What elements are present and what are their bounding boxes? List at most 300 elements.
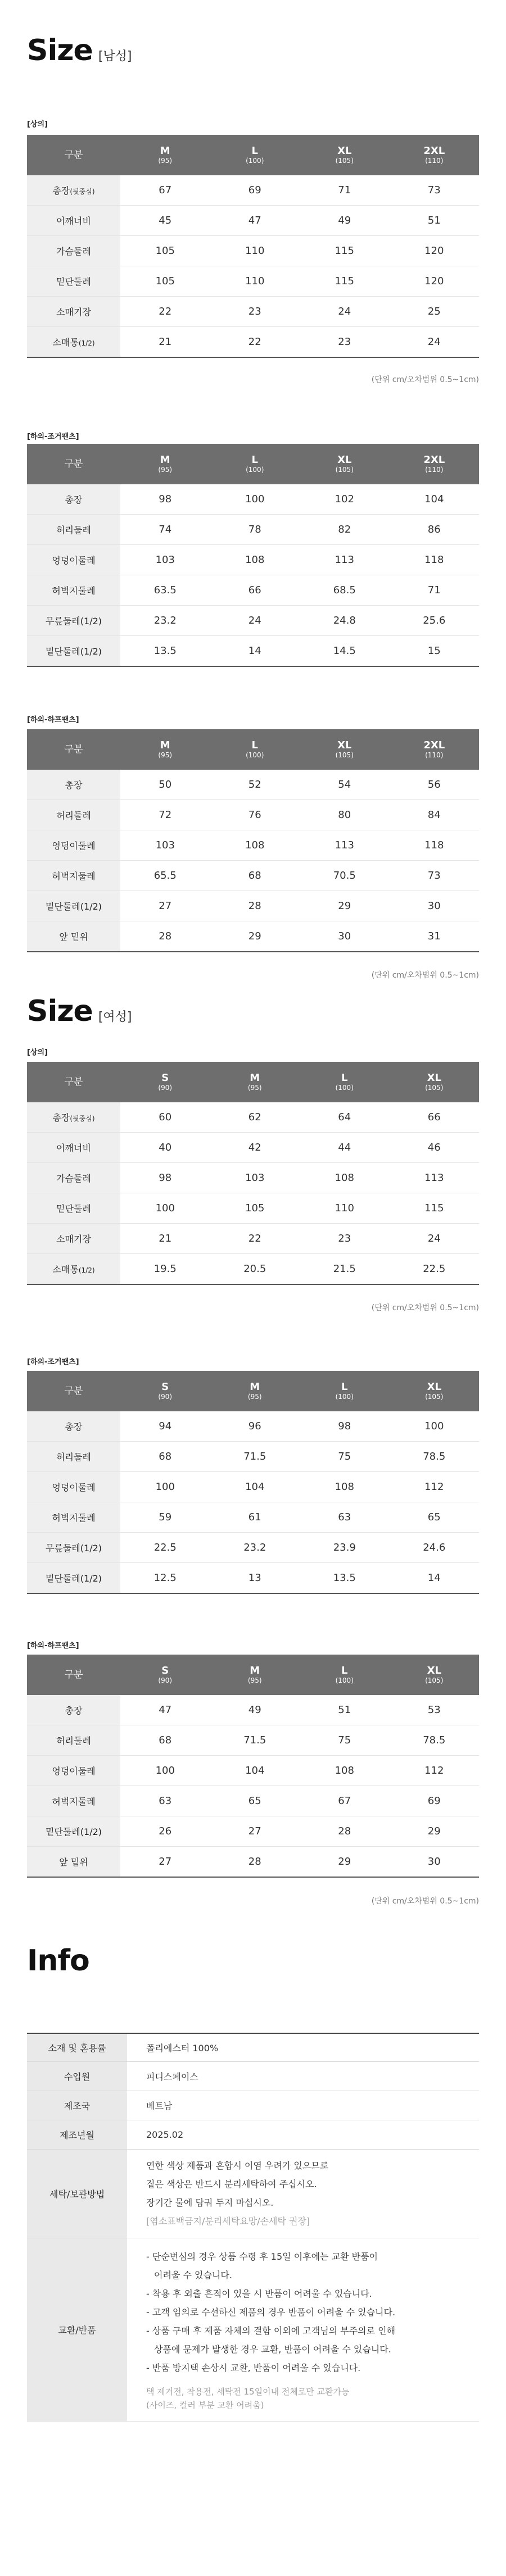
size-number: (110) [425, 466, 444, 474]
size-header [210, 135, 300, 175]
care-note: [염소표백금지/분리세탁요망/손세탁 권장] [146, 2216, 310, 2227]
men-jogger-label: [하의-조거팬츠] [27, 433, 79, 441]
measure-value: 24 [210, 606, 300, 636]
exchange-item-text: - 고객 임의로 수선하신 제품의 경우 반품이 어려울 수 있습니다. [146, 2306, 396, 2318]
material-key: 소재 및 혼용률 [27, 2033, 127, 2061]
size-header [210, 1371, 300, 1411]
measure-suffix: (1/2) [78, 339, 95, 347]
info-title: Info [27, 1944, 89, 1978]
table-row [27, 206, 479, 236]
measure-name: 어깨너비 [56, 216, 91, 226]
measure-value: 23.2 [210, 1533, 300, 1563]
measure-value: 23 [300, 327, 390, 358]
table-row [27, 1533, 479, 1563]
size-code: XL [427, 1071, 441, 1084]
measure-value: 96 [210, 1411, 300, 1442]
category-header: 구분 [27, 1655, 120, 1695]
measure-name: 소매기장 [56, 1234, 91, 1244]
women-top-table [27, 1062, 479, 1285]
size-header-row [27, 135, 479, 175]
size-header [390, 135, 480, 175]
measure-value: 71.5 [210, 1442, 300, 1472]
measure-value: 28 [210, 891, 300, 921]
measure-label [27, 545, 120, 575]
size-number: (95) [247, 1084, 262, 1092]
size-header [300, 1062, 390, 1102]
measure-value: 108 [210, 830, 300, 861]
size-number: (95) [247, 1677, 262, 1685]
measure-label [27, 327, 120, 358]
measure-value: 27 [120, 1847, 210, 1878]
size-number: (100) [246, 157, 264, 165]
size-number: (95) [158, 466, 173, 474]
measure-value: 120 [390, 266, 480, 297]
measure-name: 총장 [65, 494, 83, 505]
table-row [27, 861, 479, 891]
men-top-table [27, 135, 479, 358]
size-header-row [27, 444, 479, 484]
measure-value: 74 [120, 515, 210, 545]
size-code: L [341, 1071, 348, 1084]
measure-value: 108 [300, 1756, 390, 1786]
measure-value: 47 [120, 1695, 210, 1725]
measure-value: 27 [120, 891, 210, 921]
measure-value: 115 [300, 266, 390, 297]
measure-value: 51 [300, 1695, 390, 1725]
measure-value: 42 [210, 1133, 300, 1163]
exchange-item-text: 어려울 수 있습니다. [154, 2269, 232, 2280]
measure-value: 108 [210, 545, 300, 575]
measure-value: 66 [210, 575, 300, 606]
measure-value: 68 [120, 1725, 210, 1756]
measure-value: 25 [390, 297, 480, 327]
size-number: (105) [335, 466, 354, 474]
date-value: 2025.02 [127, 2120, 479, 2149]
size-code: M [250, 1380, 260, 1393]
measure-value: 46 [390, 1133, 480, 1163]
size-header [300, 135, 390, 175]
table-row [27, 236, 479, 266]
measure-value: 28 [120, 921, 210, 952]
measure-value: 28 [210, 1847, 300, 1878]
measure-value: 100 [210, 484, 300, 515]
table-row [27, 800, 479, 830]
measure-value: 21 [120, 1224, 210, 1254]
size-code: L [341, 1664, 348, 1677]
size-code: XL [337, 453, 352, 466]
measure-label [27, 1254, 120, 1285]
size-code: L [251, 453, 258, 466]
size-number: (100) [246, 751, 264, 760]
measure-label [27, 1502, 120, 1533]
measure-value: 84 [390, 800, 480, 830]
measure-label [27, 606, 120, 636]
measure-value: 23 [300, 1224, 390, 1254]
measure-value: 104 [210, 1472, 300, 1502]
measure-value: 21.5 [300, 1254, 390, 1285]
measure-value: 47 [210, 206, 300, 236]
measure-label [27, 1533, 120, 1563]
measure-value: 69 [390, 1786, 480, 1816]
size-code: XL [337, 739, 352, 751]
size-header [210, 1655, 300, 1695]
info-heading [27, 1944, 89, 1978]
measure-value: 78.5 [390, 1442, 480, 1472]
measure-name: 허벅지둘레 [52, 871, 96, 882]
size-header [300, 729, 390, 770]
table-row [27, 327, 479, 358]
size-header [210, 729, 300, 770]
size-number: (90) [158, 1677, 173, 1685]
measure-label [27, 236, 120, 266]
size-number: (100) [335, 1084, 354, 1092]
measure-value: 13.5 [300, 1563, 390, 1594]
measure-name: 밑단둘레(1/2) [45, 1827, 102, 1837]
measure-value: 100 [120, 1193, 210, 1224]
measure-value: 75 [300, 1442, 390, 1472]
measure-label [27, 1193, 120, 1224]
measure-value: 98 [300, 1411, 390, 1442]
women-half-unit: (단위 cm/오차범위 0.5~1cm) [371, 1897, 479, 1906]
table-row [27, 830, 479, 861]
women-jogger-label: [하의-조거팬츠] [27, 1358, 79, 1366]
table-row [27, 1163, 479, 1193]
size-code: M [250, 1071, 260, 1084]
measure-name: 총장 [65, 780, 83, 790]
measure-name: 허리둘레 [56, 810, 91, 821]
measure-name: 엉덩이둘레 [52, 1766, 96, 1777]
measure-label [27, 1442, 120, 1472]
measure-value: 71.5 [210, 1725, 300, 1756]
measure-value: 98 [120, 1163, 210, 1193]
measure-label [27, 206, 120, 236]
measure-value: 62 [210, 1102, 300, 1133]
info-row-care [27, 2149, 479, 2238]
measure-label [27, 636, 120, 667]
measure-value: 103 [120, 830, 210, 861]
table-row [27, 484, 479, 515]
size-number: (105) [425, 1084, 444, 1092]
measure-suffix: (1/2) [78, 1266, 95, 1274]
size-code: 2XL [423, 144, 445, 157]
measure-name: 허벅지둘레 [52, 1796, 96, 1807]
measure-value: 24 [390, 327, 480, 358]
measure-value: 49 [210, 1695, 300, 1725]
info-row-material [27, 2033, 479, 2061]
measure-label [27, 1102, 120, 1133]
women-half-table [27, 1655, 479, 1878]
measure-label [27, 1725, 120, 1756]
measure-value: 66 [390, 1102, 480, 1133]
exchange-note-line: (사이즈, 컬러 부분 교환 어려움) [146, 2400, 264, 2410]
measure-value: 14 [390, 1563, 480, 1594]
measure-value: 22 [210, 327, 300, 358]
size-number: (90) [158, 1084, 173, 1092]
measure-value: 70.5 [300, 861, 390, 891]
date-key: 제조년월 [27, 2120, 127, 2149]
measure-label [27, 800, 120, 830]
measure-label [27, 1472, 120, 1502]
measure-name: 총장 [65, 1705, 83, 1716]
info-row-exchange [27, 2238, 479, 2421]
size-header [120, 729, 210, 770]
measure-name: 어깨너비 [56, 1143, 91, 1153]
measure-value: 12.5 [120, 1563, 210, 1594]
size-header [120, 1371, 210, 1411]
measure-value: 52 [210, 770, 300, 800]
measure-name: 밑단둘레 [56, 1203, 91, 1214]
measure-value: 64 [300, 1102, 390, 1133]
measure-label [27, 1847, 120, 1878]
size-header-row [27, 729, 479, 770]
care-value [127, 2149, 479, 2238]
measure-name: 허리둘레 [56, 525, 91, 535]
measure-name: 앞 밑위 [59, 1857, 88, 1868]
size-code: 2XL [423, 739, 445, 751]
measure-label [27, 1786, 120, 1816]
men-jogger-table [27, 444, 479, 667]
measure-value: 21 [120, 327, 210, 358]
measure-value: 29 [390, 1816, 480, 1847]
info-table [27, 2033, 479, 2421]
measure-value: 24 [300, 297, 390, 327]
size-code: M [160, 453, 170, 466]
measure-value: 56 [390, 770, 480, 800]
measure-value: 110 [210, 266, 300, 297]
measure-value: 78 [210, 515, 300, 545]
measure-name: 총장 [65, 1421, 83, 1432]
exchange-item [146, 2284, 478, 2303]
measure-label [27, 1563, 120, 1594]
measure-value: 60 [120, 1102, 210, 1133]
size-number: (110) [425, 157, 444, 165]
measure-value: 105 [120, 266, 210, 297]
measure-value: 71 [300, 175, 390, 206]
measure-value: 63 [300, 1502, 390, 1533]
measure-value: 53 [390, 1695, 480, 1725]
category-header: 구분 [27, 135, 120, 175]
size-number: (110) [425, 751, 444, 760]
measure-name: 소매통 [52, 337, 79, 348]
men-size-subtitle: [남성] [98, 49, 132, 63]
size-header [120, 1655, 210, 1695]
measure-value: 115 [390, 1193, 480, 1224]
men-half-table [27, 729, 479, 952]
measure-value: 54 [300, 770, 390, 800]
measure-value: 49 [300, 206, 390, 236]
measure-value: 69 [210, 175, 300, 206]
exchange-item [146, 2359, 478, 2377]
table-row [27, 1502, 479, 1533]
table-row [27, 1816, 479, 1847]
measure-value: 22.5 [120, 1533, 210, 1563]
men-half-unit: (단위 cm/오차범위 0.5~1cm) [371, 971, 479, 980]
measure-value: 29 [210, 921, 300, 952]
measure-name: 엉덩이둘레 [52, 1482, 96, 1493]
measure-value: 14 [210, 636, 300, 667]
measure-value: 78.5 [390, 1725, 480, 1756]
measure-value: 13 [210, 1563, 300, 1594]
exchange-note [146, 2385, 478, 2412]
measure-name: 무릎둘레(1/2) [45, 1543, 102, 1553]
size-header [390, 1655, 480, 1695]
table-row [27, 1786, 479, 1816]
measure-value: 20.5 [210, 1254, 300, 1285]
measure-label [27, 484, 120, 515]
exchange-item [146, 2247, 478, 2284]
exchange-item-text: - 착용 후 외출 흔적이 있을 시 반품이 어려울 수 있습니다. [146, 2288, 372, 2299]
measure-value: 113 [390, 1163, 480, 1193]
exchange-item-text: - 반품 방지택 손상시 교환, 반품이 어려울 수 있습니다. [146, 2362, 361, 2373]
measure-value: 51 [390, 206, 480, 236]
measure-value: 28 [300, 1816, 390, 1847]
measure-value: 75 [300, 1725, 390, 1756]
measure-value: 22 [210, 1224, 300, 1254]
table-row [27, 1563, 479, 1594]
measure-value: 26 [120, 1816, 210, 1847]
measure-label [27, 175, 120, 206]
exchange-list [146, 2247, 478, 2377]
measure-name: 가슴둘레 [56, 246, 91, 257]
measure-value: 72 [120, 800, 210, 830]
measure-label [27, 1816, 120, 1847]
size-number: (95) [247, 1393, 262, 1401]
table-row [27, 1193, 479, 1224]
table-row [27, 297, 479, 327]
measure-value: 19.5 [120, 1254, 210, 1285]
origin-value: 베트남 [127, 2091, 479, 2120]
measure-value: 63.5 [120, 575, 210, 606]
table-row [27, 921, 479, 952]
measure-value: 15 [390, 636, 480, 667]
size-header-row [27, 1062, 479, 1102]
women-jogger-table [27, 1371, 479, 1594]
measure-name: 밑단둘레 [56, 276, 91, 287]
measure-label [27, 575, 120, 606]
women-size-subtitle: [여성] [98, 1010, 132, 1024]
care-line: 짙은 색상은 반드시 분리세탁하여 주십시오. [146, 2179, 317, 2189]
measure-label [27, 770, 120, 800]
measure-value: 68.5 [300, 575, 390, 606]
measure-label [27, 515, 120, 545]
size-number: (105) [425, 1393, 444, 1401]
measure-value: 112 [390, 1472, 480, 1502]
measure-value: 108 [300, 1472, 390, 1502]
measure-value: 100 [120, 1472, 210, 1502]
measure-value: 27 [210, 1816, 300, 1847]
measure-value: 73 [390, 175, 480, 206]
material-value: 폴리에스터 100% [127, 2033, 479, 2061]
measure-name: 밑단둘레(1/2) [45, 1573, 102, 1584]
measure-value: 82 [300, 515, 390, 545]
table-row [27, 515, 479, 545]
table-row [27, 606, 479, 636]
care-line: 연한 색상 제품과 혼합시 이염 우려가 있으므로 [146, 2160, 329, 2171]
category-header: 구분 [27, 1371, 120, 1411]
measure-value: 67 [300, 1786, 390, 1816]
size-code: M [250, 1664, 260, 1677]
measure-value: 23.2 [120, 606, 210, 636]
measure-value: 104 [210, 1756, 300, 1786]
importer-value: 피디스페이스 [127, 2061, 479, 2091]
measure-value: 30 [390, 891, 480, 921]
table-row [27, 1756, 479, 1786]
table-row [27, 1133, 479, 1163]
care-line: 장기간 물에 담궈 두지 마십시오. [146, 2197, 274, 2208]
size-header [210, 444, 300, 484]
measure-value: 115 [300, 236, 390, 266]
measure-label [27, 266, 120, 297]
size-header [120, 444, 210, 484]
size-header [120, 1062, 210, 1102]
measure-label [27, 1756, 120, 1786]
measure-value: 13.5 [120, 636, 210, 667]
measure-suffix: (뒷중심) [70, 1115, 95, 1123]
measure-value: 31 [390, 921, 480, 952]
size-code: M [160, 144, 170, 157]
measure-label [27, 830, 120, 861]
measure-value: 14.5 [300, 636, 390, 667]
measure-value: 120 [390, 236, 480, 266]
table-row [27, 770, 479, 800]
measure-value: 63 [120, 1786, 210, 1816]
measure-value: 118 [390, 545, 480, 575]
size-number: (90) [158, 1393, 173, 1401]
size-header-row [27, 1371, 479, 1411]
measure-label [27, 1411, 120, 1442]
measure-value: 23.9 [300, 1533, 390, 1563]
measure-value: 104 [390, 484, 480, 515]
table-row [27, 266, 479, 297]
measure-value: 65 [390, 1502, 480, 1533]
measure-value: 80 [300, 800, 390, 830]
measure-value: 30 [300, 921, 390, 952]
women-size-heading [27, 994, 132, 1028]
category-header: 구분 [27, 729, 120, 770]
measure-value: 65 [210, 1786, 300, 1816]
exchange-item-text: - 상품 구매 후 제품 자체의 결함 이외에 고객님의 부주의로 인해 [146, 2325, 396, 2336]
men-half-label: [하의-하프팬츠] [27, 716, 79, 724]
exchange-value [127, 2238, 479, 2421]
size-code: XL [427, 1664, 441, 1677]
exchange-note-line: 택 제거전, 착용전, 세탁전 15일이내 전체로만 교환가능 [146, 2386, 350, 2397]
table-row [27, 1695, 479, 1725]
measure-name: 총장 [52, 185, 70, 196]
size-header [210, 1062, 300, 1102]
size-header [390, 729, 480, 770]
category-header: 구분 [27, 1062, 120, 1102]
size-number: (95) [158, 751, 173, 760]
table-row [27, 1224, 479, 1254]
measure-value: 29 [300, 891, 390, 921]
measure-name: 소매기장 [56, 307, 91, 317]
measure-value: 67 [120, 175, 210, 206]
measure-value: 113 [300, 830, 390, 861]
exchange-item [146, 2321, 478, 2359]
size-header [390, 444, 480, 484]
measure-value: 108 [300, 1163, 390, 1193]
size-number: (105) [335, 751, 354, 760]
measure-value: 76 [210, 800, 300, 830]
measure-name: 무릎둘레(1/2) [45, 616, 102, 626]
size-code: L [341, 1380, 348, 1393]
exchange-item-text: - 단순변심의 경우 상품 수령 후 15일 이후에는 교환 반품이 [146, 2251, 378, 2262]
size-header [300, 1655, 390, 1695]
info-row-date [27, 2120, 479, 2149]
table-row [27, 1102, 479, 1133]
exchange-item [146, 2303, 478, 2321]
measure-name: 허벅지둘레 [52, 585, 96, 596]
